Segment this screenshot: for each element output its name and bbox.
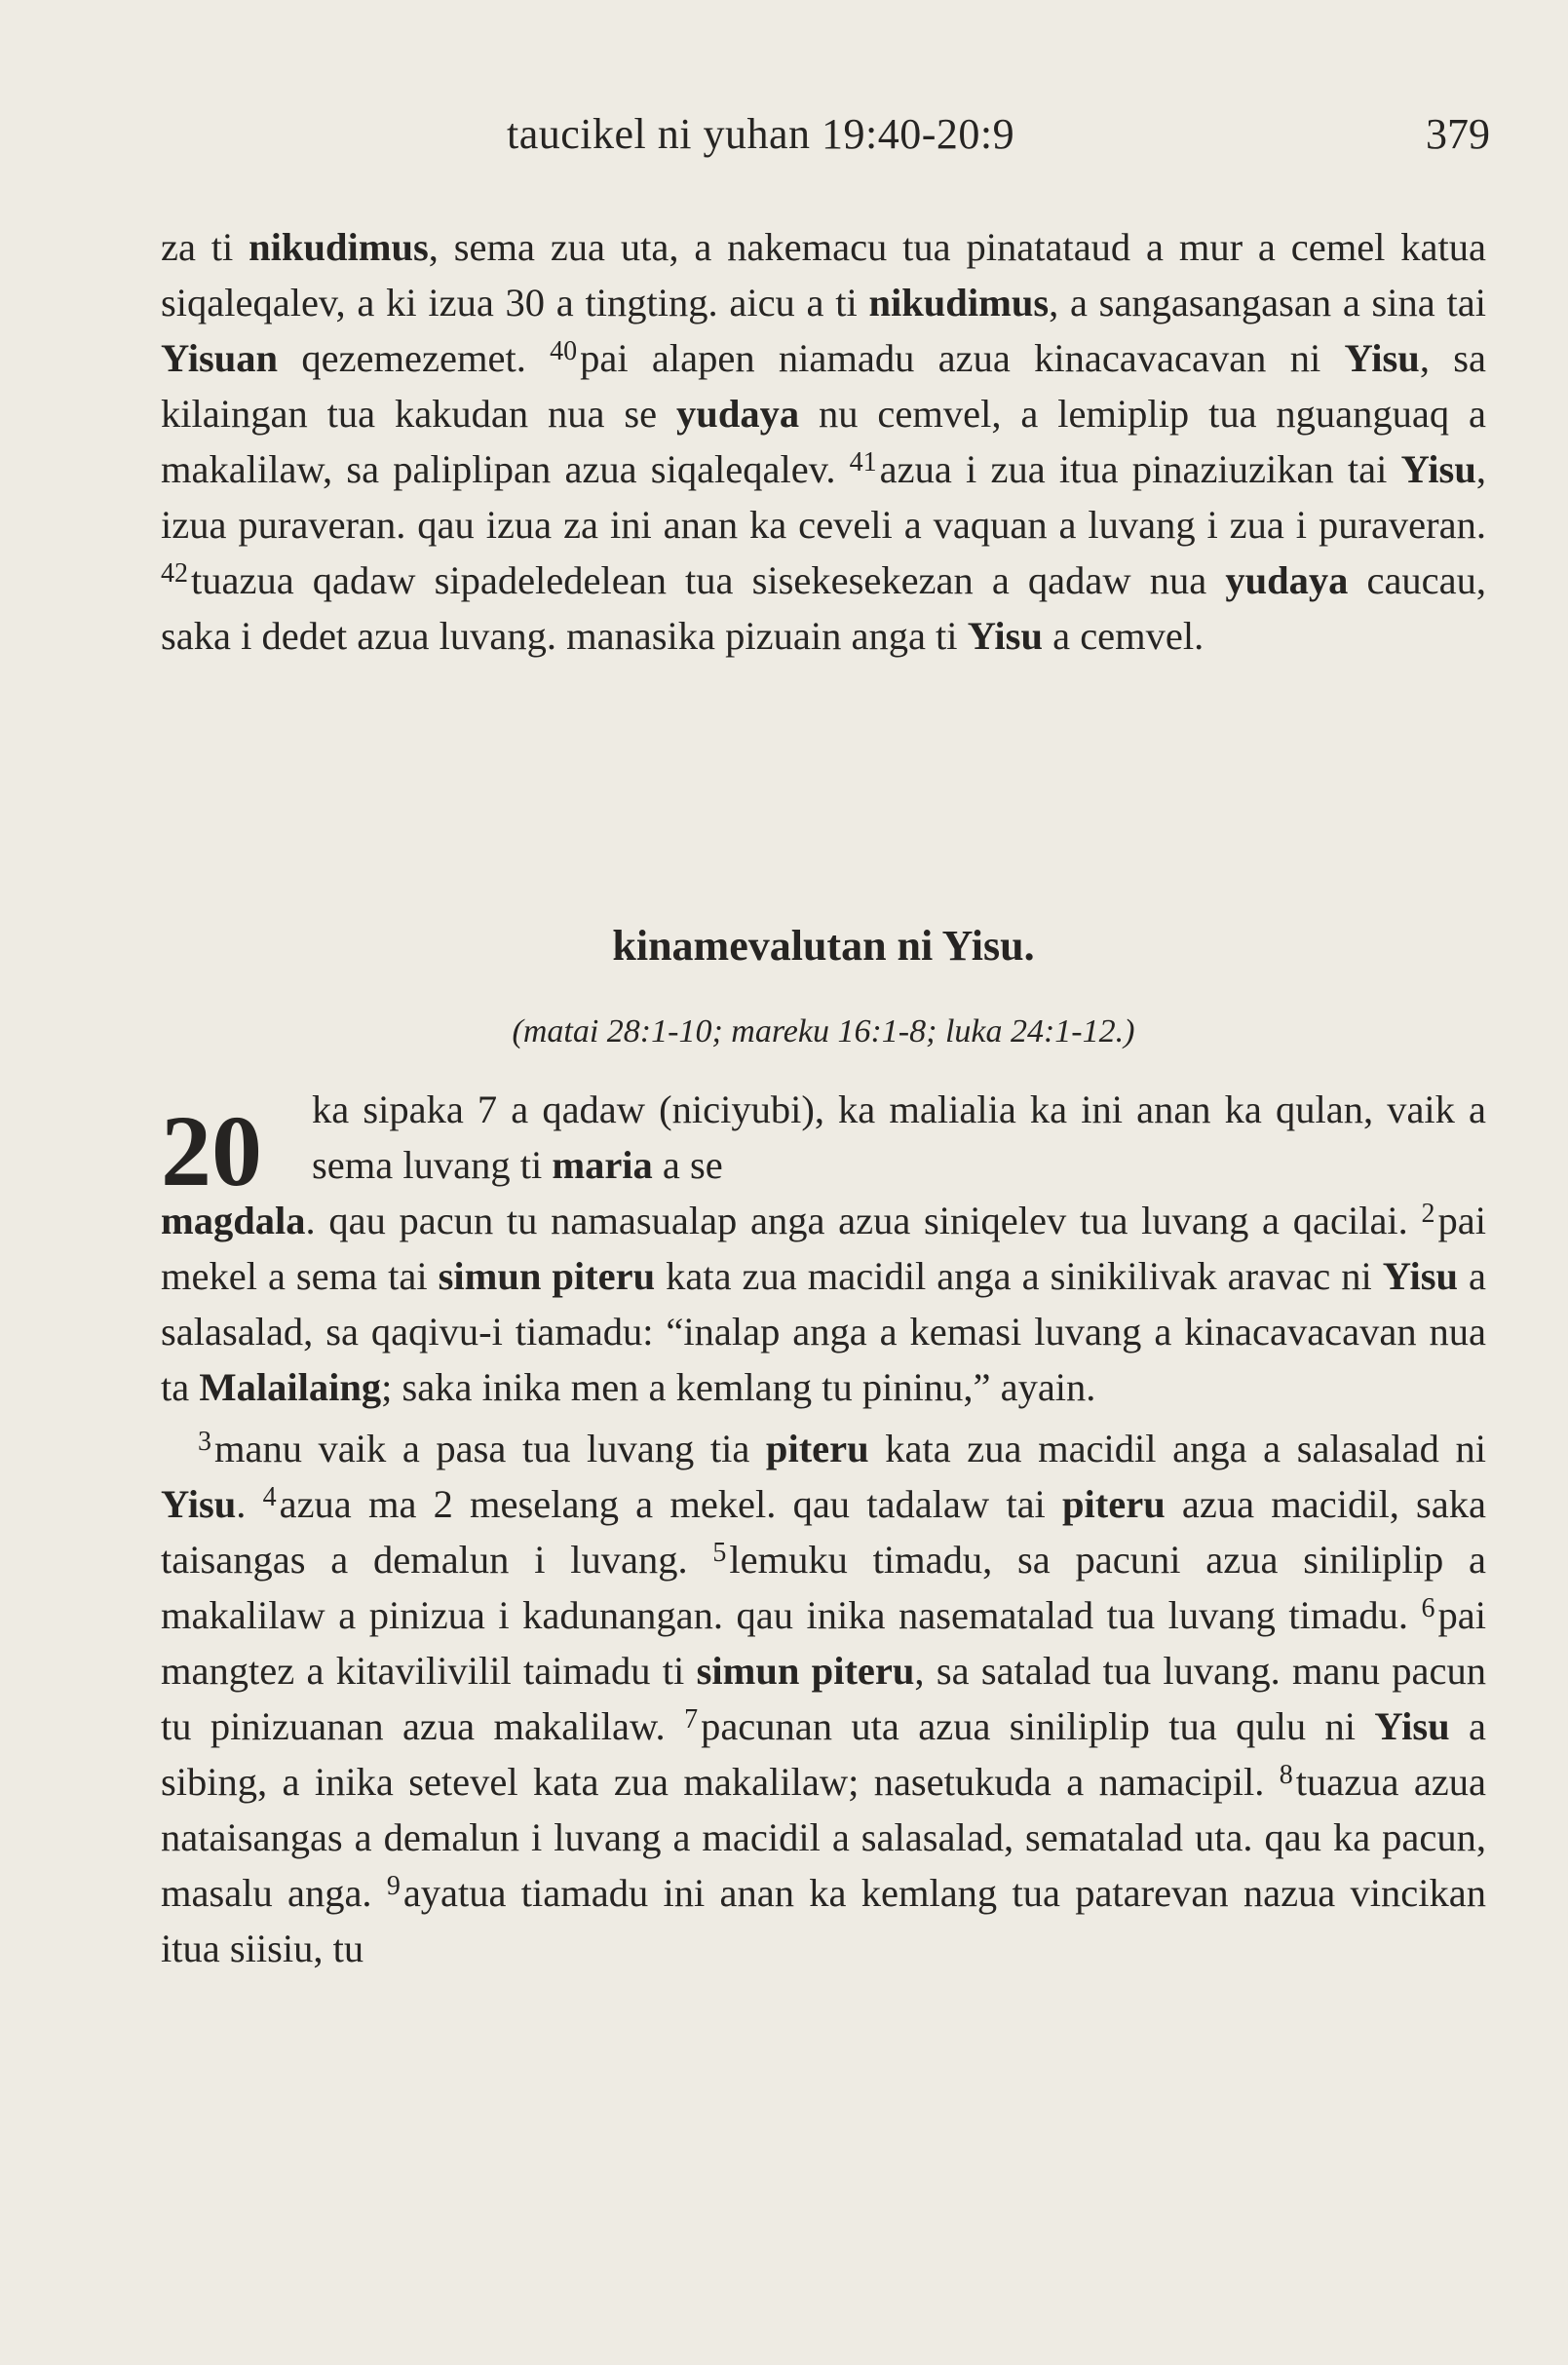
- verse-number: 8: [1279, 1760, 1293, 1790]
- top-paragraph: za ti nikudimus, sema zua uta, a nakemacu tua pinatataud a mur a cemel katua siqaleqalev, a ki izua 30 a tingting. aicu a ti nikudimus, a sangasangasan a sina tai Yisuan qezemezemet. $^{40}$pai alapen niamadu azua kinacavacavan ni Yisu, sa kilaingan tua kakudan nua se yudaya nu cemvel, a lemiplip tua nguanguaq a makalilaw, sa paliplipan azua siqaleqalev. $^{41}$azua i zua itua pinaziuzikan tai Yisu, izua puraveran. qau izua za ini anan ka ceveli a vaquan a luvang i zua i puraveran. $^{42}$tuazua qadaw sipadeledelean tua sisekesekezan a qadaw nua yudaya caucau, saka i dedet azua luvang. manasika pizuain anga ti Yisu a cemvel.: [161, 225, 1487, 658]
- running-title: taucikel ni yuhan 19:40-20:9: [507, 110, 1015, 158]
- verse-number: 2: [1421, 1199, 1435, 1229]
- cross-reference: (matai 28:1-10; mareku 16:1-8; luka 24:1-12.): [512, 1013, 1135, 1049]
- verse-number: 3: [198, 1427, 211, 1457]
- verse-number: 41: [849, 447, 877, 477]
- chapter-paragraph: magdala. qau pacun tu namasualap anga azua siniqelev tua luvang a qacilai. $^2$pai mekel a sema tai simun piteru kata zua macidil anga a sinikilivak aravac ni Yisu a salasalad, sa qaqivu-i tiamadu: “inalap anga a kemasi luvang a kinacavacavan nua ta Malailaing; saka inika men a kemlang tu pininu,” ayain. $^3$manu vaik a pasa tua luvang tia piteru kata zua macidil anga a salasalad ni Yisu. $^4$azua ma 2 meselang a mekel. qau tadalaw tai piteru azua macidil, saka taisangas a demalun i luvang. $^5$lemuku timadu, sa pacuni azua siniliplip a makalilaw a pinizua i kadunangan. qau inika nasematalad tua luvang timadu. $^6$pai mangtez a kitavilivilil taimadu ti simun piteru, sa satalad tua luvang. manu pacun tu pinizuanan azua makalilaw. $^7$pacunan uta azua siniliplip tua qulu ni Yisu a sibing, a inika setevel kata zua makalilaw; nasetukuda a namacipil. $^8$tuazua azua nataisangas a demalun i luvang a macidil a salasalad, sematalad uta. qau ka pacun, masalu anga. $^9$ayatua tiamadu ini anan ka kemlang tua patarevan nazua vincikan itua siisiu, tu: [161, 1193, 1486, 1976]
- chapter-opening-lines: ka sipaka 7 a qadaw (niciyubi), ka malialia ka ini anan ka qulan, vaik a sema luvang ti maria a se: [312, 1087, 1486, 1187]
- paragraph-verse-3: $^3$manu vaik a pasa tua luvang tia piteru kata zua macidil anga a salasalad ni Yisu. $^4$azua ma 2 meselang a mekel. qau tadalaw tai piteru azua macidil, saka taisangas a demalun i luvang. $^5$lemuku timadu, sa pacuni azua siniliplip a makalilaw a pinizua i kadunangan. qau inika nasematalad tua luvang timadu. $^6$pai mangtez a kitavilivilil taimadu ti simun piteru, sa satalad tua luvang. manu pacun tu pinizuanan azua makalilaw. $^7$pacunan uta azua siniliplip tua qulu ni Yisu a sibing, a inika setevel kata zua makalilaw; nasetukuda a namacipil. $^8$tuazua azua nataisangas a demalun i luvang a macidil a salasalad, sematalad uta. qau ka pacun, masalu anga. $^9$ayatua tiamadu ini anan ka kemlang tua patarevan nazua vincikan itua siisiu, tu: [161, 1427, 1487, 1970]
- verse-number: 7: [684, 1704, 699, 1735]
- section-title: kinamevalutan ni Yisu.: [612, 922, 1035, 970]
- verse-number: 40: [550, 336, 578, 366]
- page-number: 379: [1426, 110, 1490, 158]
- running-header: [507, 109, 1490, 177]
- chapter-number: 20: [161, 1095, 262, 1207]
- verse-number: 5: [712, 1538, 727, 1568]
- verse-number: 4: [262, 1482, 277, 1512]
- verse-number: 42: [161, 558, 188, 589]
- verse-number: 9: [386, 1871, 401, 1901]
- verse-number: 6: [1421, 1593, 1435, 1623]
